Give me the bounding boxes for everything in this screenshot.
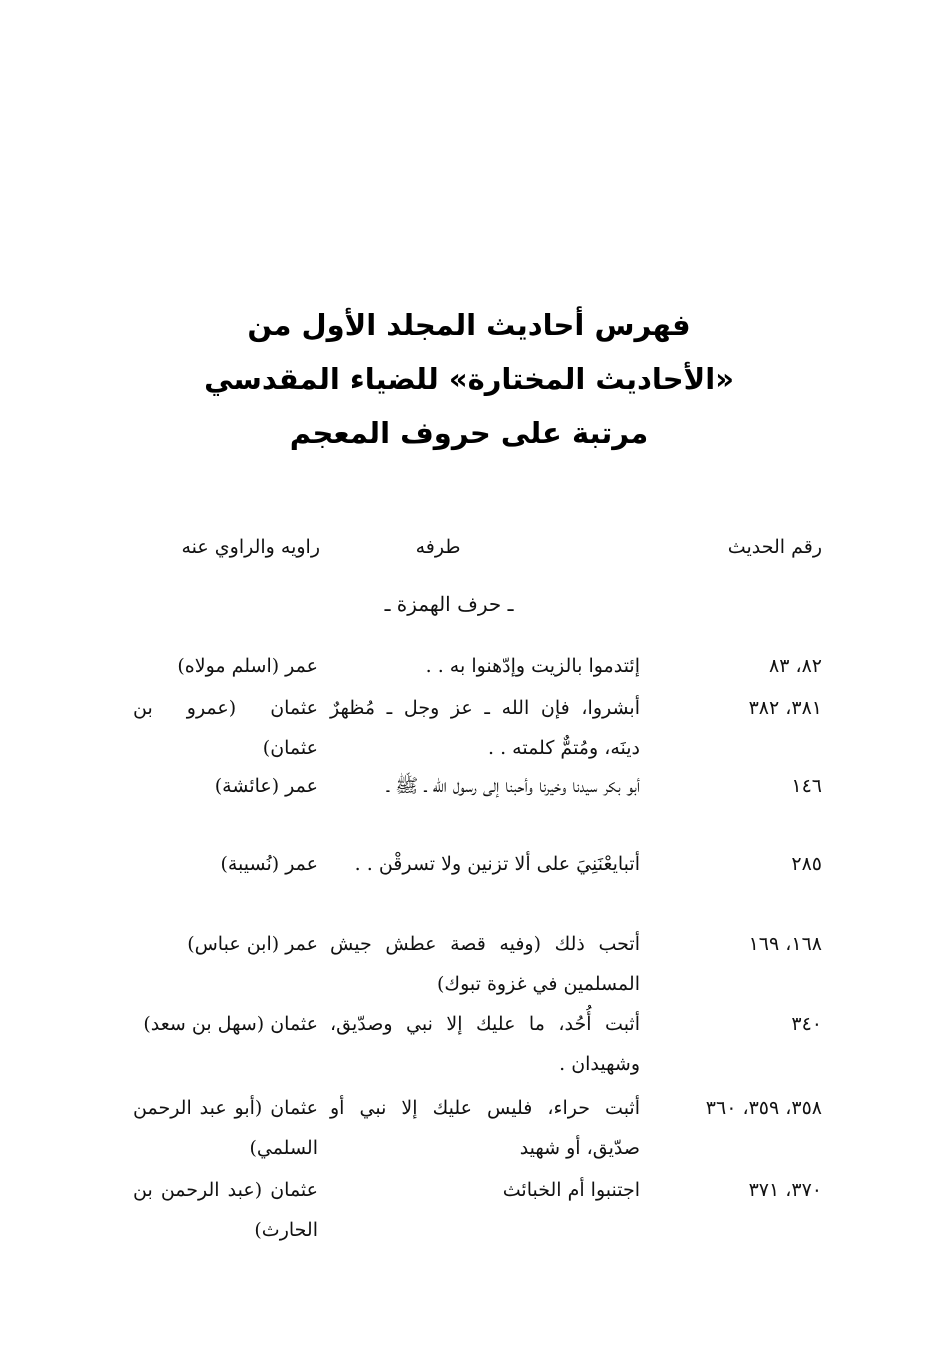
- hadith-numbers: ١٤٦: [791, 775, 822, 797]
- column-headers: [0, 536, 938, 570]
- index-row: [0, 924, 938, 1004]
- title-line-2: «الأحاديث المختارة» للضياء المقدسي: [204, 362, 734, 396]
- index-row: [0, 1004, 938, 1088]
- header-hadith-number: رقم الحديث: [727, 536, 822, 558]
- hadith-rawi: عمر (عائشة): [214, 775, 318, 797]
- index-row: [0, 1088, 938, 1170]
- index-row: [0, 688, 938, 766]
- hadith-numbers: ٣٨١، ٣٨٢: [748, 697, 822, 719]
- index-row: [0, 646, 938, 688]
- header-tarf: طرفه: [415, 536, 461, 558]
- hadith-tarf: أتحب ذلك (وفيه قصة عطش جيش المسلمين في غزوة تبوك): [330, 933, 640, 995]
- hadith-rawi: عثمان (عبد الرحمن بن الحارث): [133, 1179, 318, 1241]
- hadith-tarf: اجتنبوا أم الخبائث: [502, 1179, 640, 1201]
- hadith-rawi: عمر (ابن عباس): [187, 933, 318, 955]
- hadith-rawi: عمر (نُسيبة): [220, 853, 318, 875]
- hadith-numbers: ٣٤٠: [791, 1013, 822, 1035]
- hadith-tarf: أتبايعْنَنِيَ على ألا تزنين ولا تسرقْن . .: [354, 853, 640, 875]
- hadith-rawi: عمر (اسلم مولاه): [177, 655, 318, 677]
- hadith-numbers: ١٦٨، ١٦٩: [748, 933, 822, 955]
- hadith-rawi: عثمان (أبو عبد الرحمن السلمي): [133, 1097, 318, 1159]
- title-line-3: مرتبة على حروف المعجم: [289, 416, 649, 450]
- index-row: [0, 766, 938, 844]
- index-row: [0, 1170, 938, 1250]
- section-heading-hamza: ـ حرف الهمزة ـ: [384, 592, 514, 616]
- title-line-1: فهرس أحاديث المجلد الأول من: [247, 308, 691, 342]
- hadith-numbers: ٢٨٥: [791, 853, 822, 875]
- hadith-tarf: أثبت حراء، فليس عليك إلا نبي أو صدّيق، أو شهيد: [330, 1097, 640, 1159]
- hadith-numbers: ٣٥٨، ٣٥٩، ٣٦٠: [705, 1097, 822, 1119]
- hadith-rawi: عثمان (عمرو بن عثمان): [133, 697, 318, 759]
- hadith-numbers: ٨٢، ٨٣: [768, 655, 822, 677]
- hadith-tarf: أبو بكر سيدنا وخيرنا وأحبنا إلى رسول الله ـ ﷺ ـ: [386, 775, 640, 797]
- index-entries: [0, 646, 938, 1250]
- hadith-tarf: إئتدموا بالزيت وإدّهنوا به . .: [425, 655, 640, 677]
- index-title: [0, 298, 938, 460]
- hadith-tarf: أبشروا، فإن الله ـ عز وجل ـ مُظهرٌ دينَه، ومُتمٌّ كلمته . .: [330, 697, 640, 759]
- hadith-tarf: أثبت أُحُد، ما عليك إلا نبي وصدّيق، وشهيدان .: [330, 1013, 640, 1075]
- header-rawi: راويه والراوي عنه: [181, 536, 320, 558]
- hadith-numbers: ٣٧٠، ٣٧١: [748, 1179, 822, 1201]
- hadith-rawi: عثمان (سهل بن سعد): [143, 1013, 318, 1035]
- index-row: [0, 844, 938, 924]
